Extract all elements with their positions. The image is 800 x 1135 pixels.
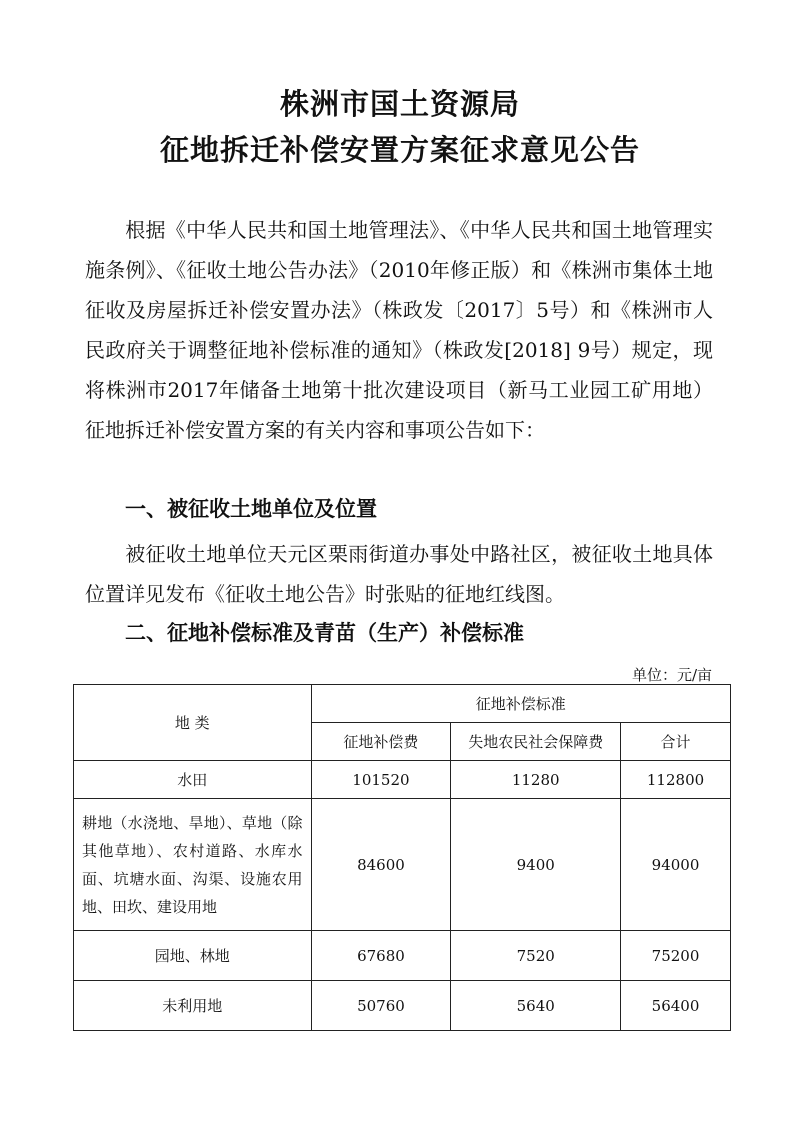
total-cell: 75200: [621, 931, 731, 981]
compensation-cell: 67680: [311, 931, 451, 981]
table-unit-note: 单位：元/亩: [631, 666, 712, 684]
land-type-cell: 耕地（水浇地、旱地）、草地（除其他草地）、农村道路、水库水面、坑塘水面、沟渠、设施农用地、田坎、建设用地: [74, 799, 312, 931]
intro-text: 根据《中华人民共和国土地管理法》、《中华人民共和国土地管理实施条例》、《征收土地公告办法》（2010年修正版）和《株洲市集体土地征收及房屋拆迁补偿安置办法》（株政发〔2017〕5号）和《株洲市人民政府关于调整征地补偿标准的通知》（株政发[2018] 9号）规定，现将株洲市2017年储备土地第十批次建设项目（新马工业园工矿用地）征地拆迁补偿安置方案的有关内容和事项公告如下：: [85, 218, 713, 442]
security-cell: 11280: [451, 761, 621, 799]
page-title-notice: 征地拆迁补偿安置方案征求意见公告: [159, 133, 640, 167]
page-title-agency: 株洲市国土资源局: [279, 87, 520, 121]
header-standard-group: 征地补偿标准: [311, 685, 730, 723]
section2-heading: 二、征地补偿标准及青苗（生产）补偿标准: [125, 621, 524, 645]
header-total: 合计: [621, 723, 731, 761]
table-row: [74, 981, 731, 1031]
table-row: [74, 761, 731, 799]
land-type-cell: 未利用地: [74, 981, 312, 1031]
security-cell: 9400: [451, 799, 621, 931]
header-land-type: 地 类: [74, 685, 312, 761]
compensation-cell: 84600: [311, 799, 451, 931]
table-row: [74, 931, 731, 981]
table-row: [74, 799, 731, 931]
compensation-cell: 101520: [311, 761, 451, 799]
security-cell: 7520: [451, 931, 621, 981]
section1-paragraph: [85, 534, 713, 614]
security-cell: 5640: [451, 981, 621, 1031]
section1-heading: 一、被征收土地单位及位置: [125, 497, 377, 521]
total-cell: 112800: [621, 761, 731, 799]
total-cell: 94000: [621, 799, 731, 931]
compensation-table: [73, 684, 731, 1031]
header-compensation-fee: 征地补偿费: [311, 723, 451, 761]
land-type-cell: 水田: [74, 761, 312, 799]
section1-text: 被征收土地单位天元区栗雨街道办事处中路社区，被征收土地具体位置详见发布《征收土地公告》时张贴的征地红线图。: [85, 542, 713, 606]
compensation-cell: 50760: [311, 981, 451, 1031]
header-security-fee: 失地农民社会保障费: [451, 723, 621, 761]
total-cell: 56400: [621, 981, 731, 1031]
land-type-cell: 园地、林地: [74, 931, 312, 981]
intro-paragraph: [85, 210, 713, 450]
